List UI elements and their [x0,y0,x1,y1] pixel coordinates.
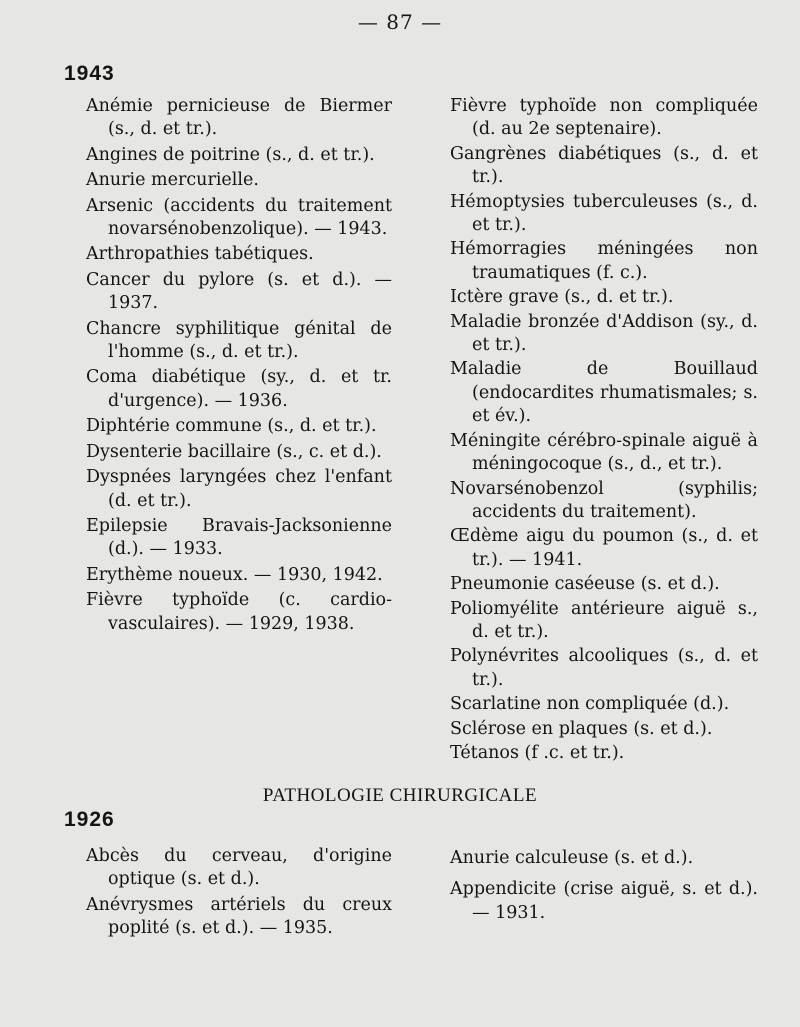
index-entry: Pneumonie caséeuse (s. et d.). [450,574,720,595]
left-column-entries-surgical [86,845,392,943]
index-entry: Novarsénobenzol (syphilis; accidents du traitement). [450,478,758,522]
index-entry: Œdème aigu du poumon (s., d. et tr.). — 1941. [450,526,758,570]
index-entry: Cancer du pylore (s. et d.). — 1937. [86,269,392,314]
index-entry: Maladie bronzée d'Addison (sy., d. et tr.). [450,311,758,356]
index-entry: Poliomyélite antérieure aiguë s., d. et tr.). [450,598,758,642]
index-entry: Gangrènes diabétiques (s., d. et tr.). [450,143,758,188]
index-entry: Anévrysmes artériels du creux poplité (s. et d.). — 1935. [86,894,392,939]
index-entry: Anémie pernicieuse de Biermer (s., d. et tr.). [86,96,392,140]
index-entry: Hémorragies méningées non traumatiques (f. c.). [450,239,758,283]
index-entry: Fièvre typhoïde non compliquée (d. au 2e septenaire). [450,96,758,140]
page-number: — 87 — [357,10,443,34]
index-entry: Dyspnées laryngées chez l'enfant (d. et tr.). [86,467,392,511]
index-entry: Diphtérie commune (s., d. et tr.). [86,416,377,437]
index-entry: Arthropathies tabétiques. [86,244,314,265]
index-entry: Epilepsie Bravais-Jacksonienne (d.). — 1933. [86,515,392,560]
year-heading-1926: 1926 [64,808,115,831]
index-entry: Méningite cérébro-spinale aiguë à méningocoque (s., d., et tr.). [450,430,758,475]
index-entry: Erythème noueux. — 1930, 1942. [86,564,383,585]
index-entry: Hémoptysies tuberculeuses (s., d. et tr.). [450,191,758,236]
index-entry: Anurie calculeuse (s. et d.). [450,848,694,868]
index-entry: Scarlatine non compliquée (d.). [450,694,730,715]
index-entry: Arsenic (accidents du traitement novarsénobenzolique). — 1943. [86,195,392,240]
index-entry: Anurie mercurielle. [86,170,259,191]
index-entry: Abcès du cerveau, d'origine optique (s. et d.). [86,846,392,890]
section-title: PATHOLOGIE CHIRURGICALE [262,785,538,806]
right-column-entries-surgical [450,847,758,933]
right-column-entries [450,95,758,766]
index-entry: Dysenterie bacillaire (s., c. et d.). [86,441,382,462]
index-entry: Sclérose en plaques (s. et d.). [450,718,713,739]
index-entry: Angines de poitrine (s., d. et tr.). [86,144,375,165]
year-heading-1943: 1943 [64,62,115,85]
index-entry: Ictère grave (s., d. et tr.). [450,287,674,308]
index-entry: Tétanos (f .c. et tr.). [450,742,625,763]
index-entry: Coma diabétique (sy., d. et tr. d'urgence). — 1936. [86,367,392,411]
index-entry: Fièvre typhoïde (c. cardio-vasculaires). — 1929, 1938. [86,590,392,634]
index-entry: Polynévrites alcooliques (s., d. et tr.). [450,646,758,690]
index-entry: Appendicite (crise aiguë, s. et d.). — 1931. [450,879,758,923]
index-entry: Maladie de Bouillaud (endocardites rhumatismales; s. et év.). [450,359,758,427]
left-column-entries [86,95,392,638]
index-entry: Chancre syphilitique génital de l'homme (s., d. et tr.). [86,318,392,363]
